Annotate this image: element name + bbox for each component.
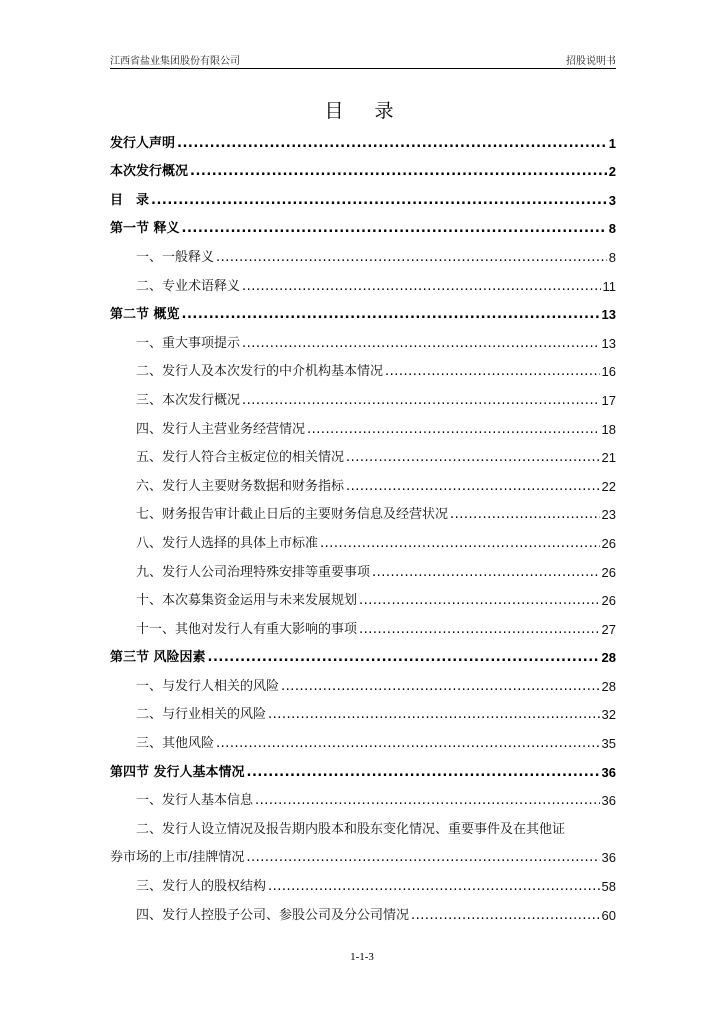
toc-entry[interactable] (110, 270, 616, 299)
toc-entry-title: 六、发行人主要财务数据和财务指标 (136, 478, 345, 494)
toc-entry-page: 23 (601, 507, 616, 523)
toc-leader-dots (268, 707, 600, 723)
toc-leader-dots (151, 193, 607, 209)
toc-leader-dots (242, 336, 600, 352)
toc-entry-title: 发行人声明 (110, 135, 176, 151)
toc-entry-page: 35 (601, 736, 616, 752)
toc-entry-title: 二、发行人及本次发行的中介机构基本情况 (136, 364, 384, 380)
toc-leader-dots (242, 393, 600, 409)
toc-leader-dots (372, 565, 600, 581)
toc-leader-dots (182, 221, 607, 237)
toc-entry-page: 2 (608, 164, 616, 180)
toc-entry-page: 26 (601, 593, 616, 609)
toc-entry-title: 本次发行概况 (110, 164, 189, 180)
toc-leader-dots (346, 450, 600, 466)
toc-entry-title: 十、本次募集资金运用与未来发展规划 (136, 593, 358, 609)
toc-entry-title: 五、发行人符合主板定位的相关情况 (136, 450, 345, 466)
toc-entry[interactable] (110, 870, 616, 899)
toc-entry[interactable] (110, 442, 616, 471)
toc-entry[interactable] (110, 842, 616, 871)
toc-entry-title: 二、与行业相关的风险 (136, 707, 267, 723)
toc-entry-title: 一、与发行人相关的风险 (136, 678, 280, 694)
toc-entry[interactable] (110, 470, 616, 499)
toc-title: 目 录 (324, 100, 400, 122)
toc-entry-title: 一、一般释义 (136, 249, 215, 265)
toc-leader-dots (177, 136, 607, 152)
toc-entry[interactable] (110, 213, 616, 242)
toc-entry[interactable] (110, 642, 616, 671)
toc-leader-dots (281, 679, 600, 695)
toc-entry[interactable] (110, 527, 616, 556)
toc-entry-page: 27 (601, 621, 616, 637)
toc-entry[interactable] (110, 356, 616, 385)
toc-entry[interactable] (110, 413, 616, 442)
toc-leader-dots (346, 479, 600, 495)
toc-entry-title: 七、财务报告审计截止日后的主要财务信息及经营状况 (136, 507, 449, 523)
toc-entry-page: 17 (601, 392, 616, 408)
toc-entry-title: 三、发行人的股权结构 (136, 879, 267, 895)
toc-entry-title: 一、重大事项提示 (136, 335, 241, 351)
toc-entry-page: 18 (601, 421, 616, 437)
toc-leader-dots (247, 765, 600, 781)
toc-entry-page: 13 (601, 335, 616, 351)
toc-entry-title: 第一节 释义 (110, 221, 180, 237)
toc-entry-title: 三、本次发行概况 (136, 392, 241, 408)
toc-entry[interactable] (110, 699, 616, 728)
toc-entry-page: 32 (601, 707, 616, 723)
toc-entry-title: 第四节 发行人基本情况 (110, 764, 245, 780)
toc-entry[interactable] (110, 613, 616, 642)
toc-entry-page: 36 (601, 793, 616, 809)
toc-entry[interactable] (110, 241, 616, 270)
toc-entry[interactable] (110, 585, 616, 614)
toc-entry-title: 八、发行人选择的具体上市标准 (136, 535, 319, 551)
toc-entry-page: 21 (601, 450, 616, 466)
toc-entry[interactable] (110, 327, 616, 356)
toc-entry-page: 8 (608, 249, 616, 265)
page-number: 1-1-3 (350, 951, 374, 963)
toc-entry-title: 二、专业术语释义 (136, 278, 241, 294)
toc-leader-dots (307, 422, 600, 438)
toc-entry-title: 第二节 概览 (110, 307, 180, 323)
toc-entry-page: 26 (601, 535, 616, 551)
toc-entry[interactable] (110, 499, 616, 528)
header-company-name: 江西省盐业集团股份有限公司 (110, 56, 240, 67)
toc-entry[interactable] (110, 727, 616, 756)
toc-entry[interactable] (110, 184, 616, 213)
toc-entry[interactable] (110, 756, 616, 785)
toc-entry[interactable] (110, 670, 616, 699)
toc-entry-title: 券市场的上市/挂牌情况 (110, 850, 245, 866)
toc-entry-page: 58 (601, 879, 616, 895)
toc-leader-dots (411, 908, 600, 924)
toc-entry[interactable] (110, 899, 616, 928)
toc-entry[interactable] (110, 556, 616, 585)
toc-entry-title: 二、发行人设立情况及报告期内股本和股东变化情况、重要事件及在其他证 (136, 821, 566, 837)
toc-entry-page: 36 (601, 764, 616, 780)
toc-leader-dots (242, 279, 600, 295)
toc-leader-dots (359, 622, 600, 638)
toc-entry[interactable] (110, 156, 616, 185)
toc-entry-page: 26 (601, 564, 616, 580)
toc-entry-title: 四、发行人控股子公司、参股公司及分公司情况 (136, 907, 410, 923)
toc-entry-title: 九、发行人公司治理特殊安排等重要事项 (136, 564, 371, 580)
toc-entry-title: 三、其他风险 (136, 736, 215, 752)
toc-entry-page: 8 (608, 221, 616, 237)
toc-leader-dots (320, 536, 600, 552)
toc-entry[interactable] (110, 384, 616, 413)
toc-entry-page: 16 (601, 364, 616, 380)
table-of-contents (110, 127, 616, 928)
toc-leader-dots (208, 650, 600, 666)
toc-leader-dots (190, 164, 607, 180)
toc-leader-dots (216, 736, 600, 752)
toc-entry[interactable] (110, 785, 616, 814)
toc-entry-page: 28 (601, 650, 616, 666)
toc-entry-title: 一、发行人基本信息 (136, 793, 254, 809)
toc-leader-dots (216, 250, 607, 266)
toc-entry-title: 第三节 风险因素 (110, 650, 206, 666)
toc-entry-title: 十一、其他对发行人有重大影响的事项 (136, 621, 358, 637)
toc-leader-dots (268, 879, 600, 895)
toc-entry-page: 1 (608, 135, 616, 151)
toc-leader-dots (385, 364, 600, 380)
toc-entry[interactable] (110, 127, 616, 156)
toc-entry-page: 11 (602, 278, 616, 294)
toc-entry-page: 22 (601, 478, 616, 494)
toc-entry-title: 四、发行人主营业务经营情况 (136, 421, 306, 437)
toc-entry[interactable] (110, 813, 616, 842)
toc-leader-dots (359, 593, 600, 609)
toc-entry[interactable] (110, 299, 616, 328)
toc-leader-dots (246, 850, 599, 866)
toc-entry-page: 3 (608, 192, 616, 208)
toc-entry-page: 13 (601, 307, 616, 323)
toc-entry-page: 28 (601, 678, 616, 694)
page-header (110, 50, 616, 69)
header-document-type: 招股说明书 (566, 56, 616, 67)
toc-entry-title: 目 录 (110, 192, 150, 208)
toc-leader-dots (182, 307, 600, 323)
toc-entry-page: 60 (601, 907, 616, 923)
toc-leader-dots (255, 793, 600, 809)
toc-leader-dots (450, 507, 600, 523)
toc-entry-page: 36 (601, 850, 616, 866)
